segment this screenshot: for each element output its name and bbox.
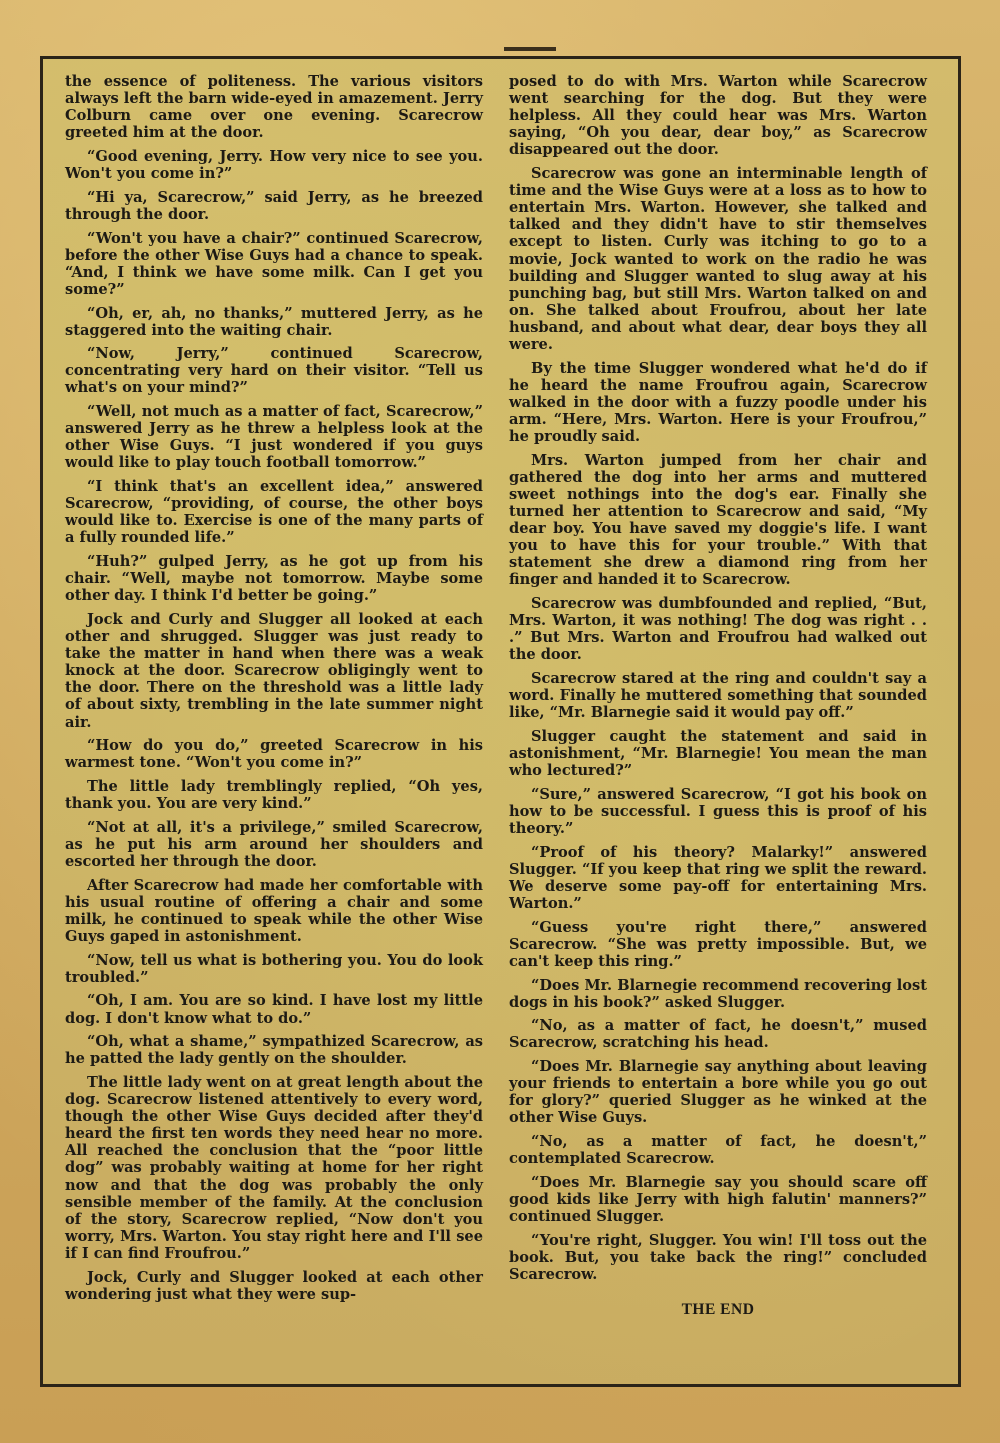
- story-paragraph: “Does Mr. Blarnegie say you should scare off good kids like Jerry with high falutin' manners?” continued Slugger.: [509, 1173, 927, 1226]
- story-frame: [40, 56, 961, 1387]
- story-paragraph: Mrs. Warton jumped from her chair and gathered the dog into her arms and muttered sweet nothings into the dog's ear. Finally she turned her attention to Scarecrow and said, “My dear boy. You have saved my doggie's life. I want you to have this for your trouble.” With that statement she drew a diamond ring from her finger and handed it to Scarecrow.: [509, 451, 927, 589]
- story-paragraph: After Scarecrow had made her comfortable with his usual routine of offering a chair and some milk, he continued to speak while the other Wise Guys gaped in astonishment.: [65, 876, 483, 945]
- story-paragraph: “Oh, what a shame,” sympathized Scarecrow, as he patted the lady gently on the shoulder.: [65, 1033, 483, 1068]
- top-rule-mark: [504, 47, 556, 51]
- story-paragraph: Scarecrow was gone an interminable length of time and the Wise Guys were at a loss as to how to entertain Mrs. Warton. However, she talked and talked and they didn't have to stir themselves except to listen. Curly was itching to go to a movie, Jock wanted to work on the radio he was building and Slugger wanted to slug away at his punching bag, but still Mrs. Warton talked on and on. She talked about Froufrou, about her late husband, and about what dear, dear boys they all were.: [509, 165, 927, 353]
- story-paragraph: the essence of politeness. The various visitors always left the barn wide-eyed in amazement. Jerry Colburn came over one evening. Scarecrow greeted him at the door.: [65, 73, 483, 142]
- story-paragraph: “Does Mr. Blarnegie recommend recovering lost dogs in his book?” asked Slugger.: [509, 976, 927, 1011]
- story-paragraph: “Not at all, it's a privilege,” smiled Scarecrow, as he put his arm around her shoulders and escorted her through the door.: [65, 818, 483, 870]
- story-paragraph: “Now, tell us what is bothering you. You do look troubled.”: [65, 951, 483, 986]
- story-paragraph: Jock and Curly and Slugger all looked at each other and shrugged. Slugger was just ready to take the matter in hand when there was a weak knock at the door. Scarecrow obligingly went to the door. There on the threshold was a little lady of about sixty, trembling in the late summer night air.: [65, 610, 483, 731]
- story-paragraph: “Does Mr. Blarnegie say anything about leaving your friends to entertain a bore while you go out for glory?” queried Slugger as he winked at the other Wise Guys.: [509, 1058, 927, 1127]
- story-paragraph: “Oh, er, ah, no thanks,” muttered Jerry, as he staggered into the waiting chair.: [65, 304, 483, 339]
- story-paragraph: “Huh?” gulped Jerry, as he got up from his chair. “Well, maybe not tomorrow. Maybe some other day. I think I'd better be going.”: [65, 553, 483, 605]
- story-paragraph: posed to do with Mrs. Warton while Scarecrow went searching for the dog. But they were helpless. All they could hear was Mrs. Warton saying, “Oh you dear, dear boy,” as Scarecrow disappeared out the door.: [509, 73, 927, 159]
- story-paragraph: Slugger caught the statement and said in astonishment, “Mr. Blarnegie! You mean the man who lectured?”: [509, 727, 927, 780]
- story-paragraph: “Good evening, Jerry. How very nice to see you. Won't you come in?”: [65, 147, 483, 183]
- story-paragraph: “You're right, Slugger. You win! I'll toss out the book. But, you take back the ring!” concluded Scarecrow.: [509, 1231, 927, 1283]
- story-paragraph: “Won't you have a chair?” continued Scarecrow, before the other Wise Guys had a chance to speak. “And, I think we have some milk. Can I get you some?”: [65, 229, 483, 298]
- story-paragraph: The little lady went on at great length about the dog. Scarecrow listened attentively to every word, though the other Wise Guys decided after they'd heard the first ten words they need hear no more. All reached the conclusion that the “poor little dog” was probably waiting at home for her right now and that the dog was probably the only sensible member of the family. At the conclusion of the story, Scarecrow replied, “Now don't you worry, Mrs. Warton. You stay right here and I'll see if I can find Froufrou.”: [65, 1073, 483, 1262]
- left-column: [65, 73, 483, 1309]
- story-paragraph: “Proof of his theory? Malarky!” answered Slugger. “If you keep that ring we split the reward. We deserve some pay-off for entertaining Mrs. Warton.”: [509, 843, 927, 912]
- story-paragraph: “How do you do,” greeted Scarecrow in his warmest tone. “Won't you come in?”: [65, 737, 483, 772]
- story-paragraph: “No, as a matter of fact, he doesn't,” contemplated Scarecrow.: [509, 1133, 927, 1168]
- story-paragraph: Scarecrow stared at the ring and couldn't say a word. Finally he muttered something that sounded like, “Mr. Blarnegie said it would pay off.”: [509, 670, 927, 722]
- story-paragraph: The little lady tremblingly replied, “Oh yes, thank you. You are very kind.”: [65, 778, 483, 813]
- story-paragraph: “Hi ya, Scarecrow,” said Jerry, as he breezed through the door.: [65, 188, 483, 223]
- story-paragraph: “I think that's an excellent idea,” answered Scarecrow, “providing, of course, the other boys would like to. Exercise is one of the many parts of a fully rounded life.”: [65, 478, 483, 547]
- story-paragraph: “No, as a matter of fact, he doesn't,” mused Scarecrow, scratching his head.: [509, 1017, 927, 1052]
- story-paragraph: “Guess you're right there,” answered Scarecrow. “She was pretty impossible. But, we can't keep this ring.”: [509, 918, 927, 970]
- story-paragraph: Jock, Curly and Slugger looked at each other wondering just what they were sup-: [65, 1268, 483, 1303]
- story-paragraph: “Well, not much as a matter of fact, Scarecrow,” answered Jerry as he threw a helpless look at the other Wise Guys. “I just wondered if you guys would like to play touch football tomorrow.”: [65, 403, 483, 472]
- story-paragraph: Scarecrow was dumbfounded and replied, “But, Mrs. Warton, it was nothing! The dog was right . . .” But Mrs. Warton and Froufrou had walked out the door.: [509, 595, 927, 664]
- story-paragraph: “Sure,” answered Scarecrow, “I got his book on how to be successful. I guess this is proof of his theory.”: [509, 785, 927, 837]
- story-paragraph: “Oh, I am. You are so kind. I have lost my little dog. I don't know what to do.”: [65, 992, 483, 1027]
- story-paragraph: By the time Slugger wondered what he'd do if he heard the name Froufrou again, Scarecrow walked in the door with a fuzzy poodle under his arm. “Here, Mrs. Warton. Here is your Froufrou,” he proudly said.: [509, 359, 927, 446]
- story-paragraph: “Now, Jerry,” continued Scarecrow, concentrating very hard on their visitor. “Tell us what's on your mind?”: [65, 345, 483, 397]
- right-column: [509, 73, 927, 1325]
- the-end-label: THE END: [681, 1301, 755, 1318]
